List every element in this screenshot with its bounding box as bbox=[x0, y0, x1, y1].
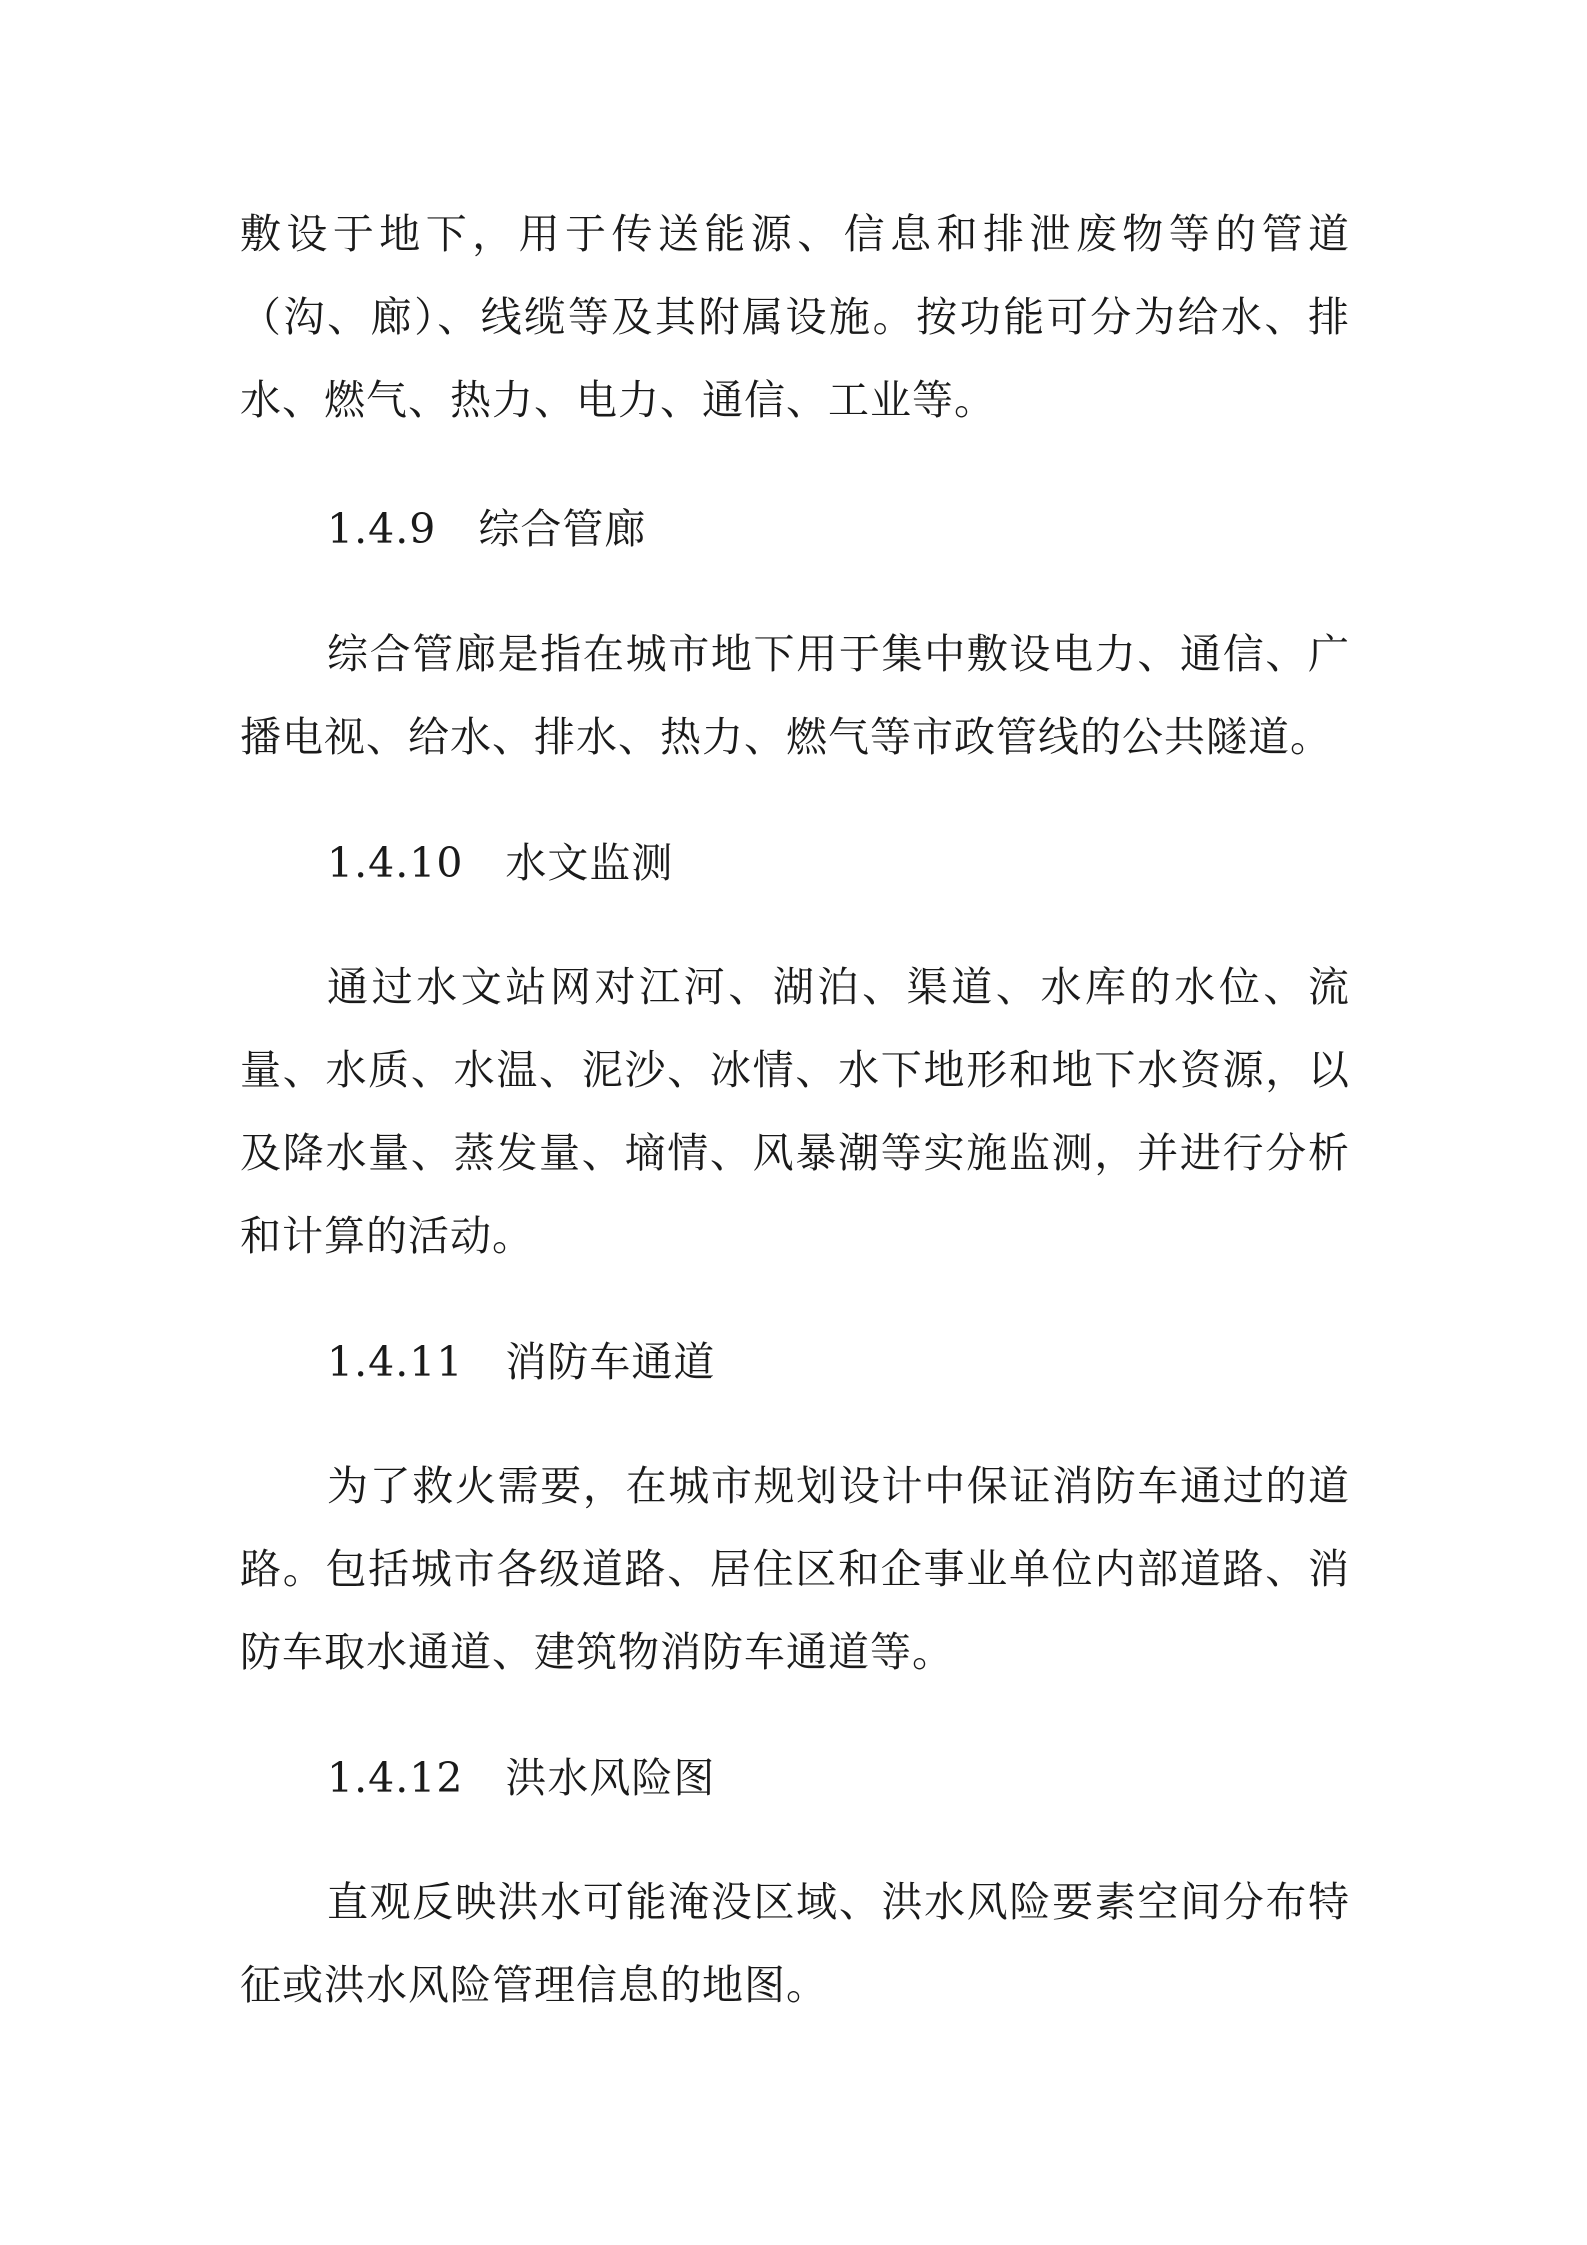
section-heading-1-4-11 bbox=[240, 1321, 1350, 1404]
heading-text: 1.4.11 消防车通道 bbox=[327, 1338, 716, 1386]
paragraph-text: 综合管廊是指在城市地下用于集中敷设电力、通信、广播电视、给水、排水、热力、燃气等市政管线的公共隧道。 bbox=[240, 630, 1350, 761]
paragraph-text: 直观反映洪水可能淹没区域、洪水风险要素空间分布特征或洪水风险管理信息的地图。 bbox=[240, 1878, 1350, 2009]
heading-text: 1.4.10 水文监测 bbox=[327, 839, 674, 887]
section-heading-1-4-12 bbox=[240, 1737, 1350, 1820]
paragraph-utility-tunnel bbox=[240, 613, 1350, 779]
heading-text: 1.4.12 洪水风险图 bbox=[327, 1754, 716, 1802]
paragraph-text: 为了救火需要，在城市规划设计中保证消防车通过的道路。包括城市各级道路、居住区和企事业单位内部道路、消防车取水通道、建筑物消防车通道等。 bbox=[240, 1462, 1350, 1676]
paragraph-fire-lane bbox=[240, 1445, 1350, 1694]
paragraph-text: 敷设于地下，用于传送能源、信息和排泄废物等的管道（沟、廊）、线缆等及其附属设施。按功能可分为给水、排水、燃气、热力、电力、通信、工业等。 bbox=[240, 210, 1350, 424]
section-heading-1-4-10 bbox=[240, 822, 1350, 905]
paragraph-hydrological-monitoring bbox=[240, 946, 1350, 1278]
paragraph-flood-risk-map bbox=[240, 1861, 1350, 2027]
paragraph-pipeline-definition bbox=[240, 193, 1350, 442]
paragraph-text: 通过水文站网对江河、湖泊、渠道、水库的水位、流量、水质、水温、泥沙、冰情、水下地形和地下水资源，以及降水量、蒸发量、墒情、风暴潮等实施监测，并进行分析和计算的活动。 bbox=[240, 963, 1350, 1260]
heading-text: 1.4.9 综合管廊 bbox=[327, 505, 647, 553]
section-heading-1-4-9 bbox=[240, 488, 1350, 571]
